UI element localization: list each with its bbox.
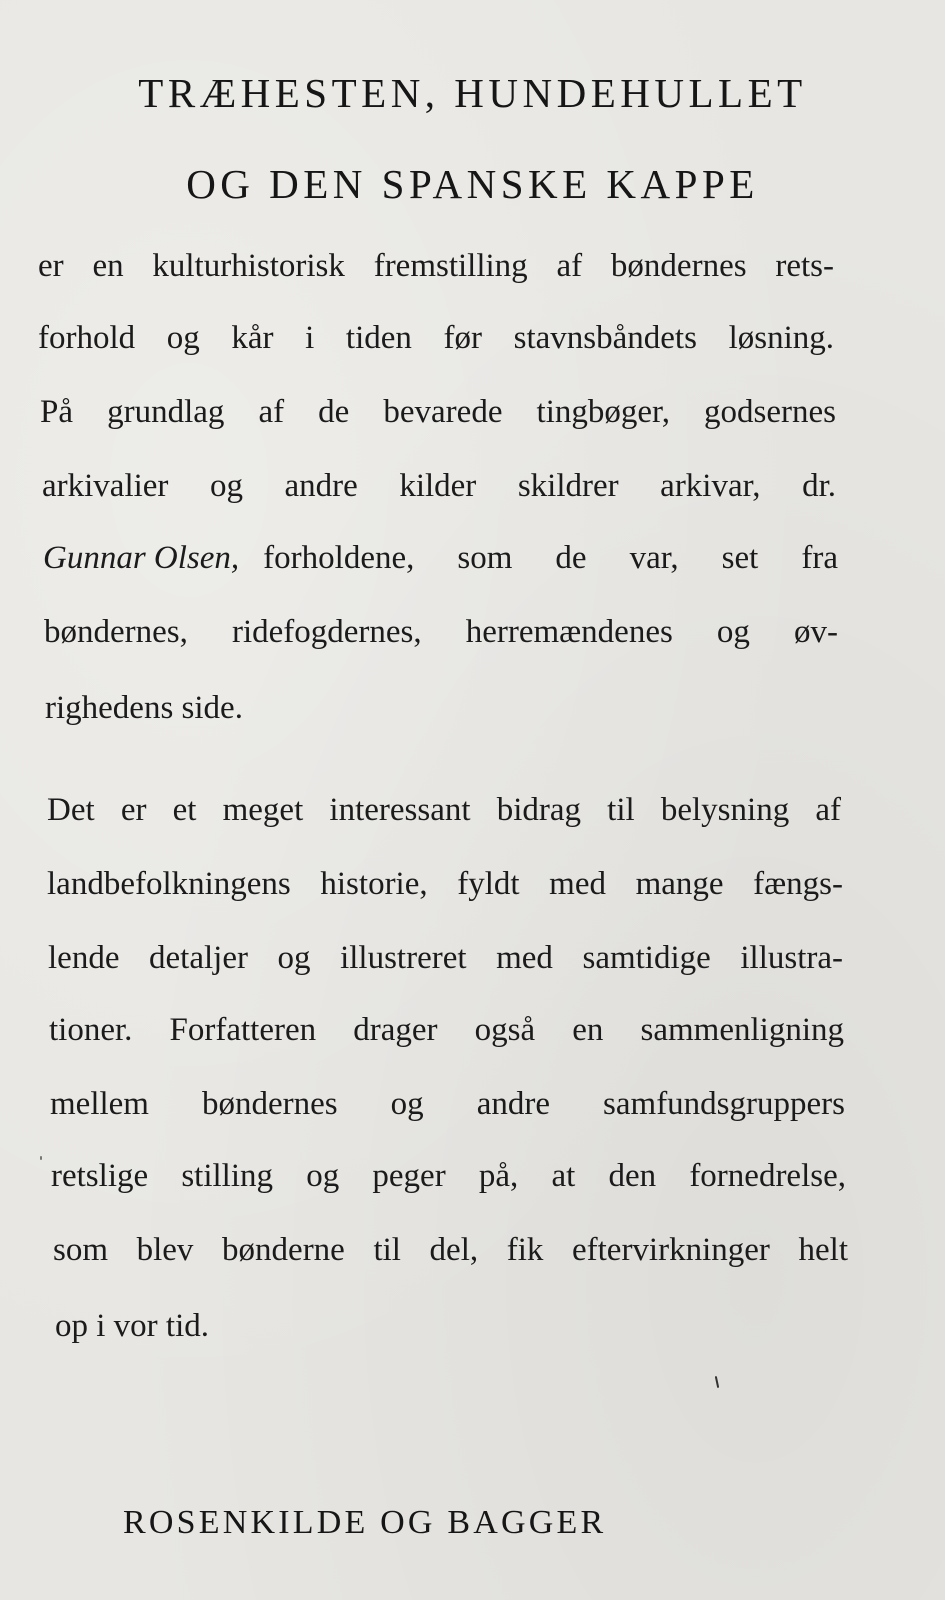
title-line-2: OG DEN SPANSKE KAPPE [186,161,759,208]
paragraph-2-line-6: retslige stilling og peger på, at den fornedrelse, [51,1158,846,1194]
paragraph-2-line-4: tioner. Forfatteren drager også en sammenligning [49,1012,844,1048]
paragraph-1-line-5-text: forholdene, som de var, set fra [263,540,838,576]
paragraph-1-line-5 [43,538,838,578]
author-name: Gunnar Olsen, [43,540,240,576]
publisher-name: ROSENKILDE OG BAGGER [123,1504,607,1541]
paragraph-1-line-4: arkivalier og andre kilder skildrer arkivar, dr. [42,468,836,504]
paragraph-2-line-1: Det er et meget interessant bidrag til belysning af [47,792,841,828]
paragraph-1-line-2: forhold og kår i tiden før stavnsbåndets løsning. [38,320,834,356]
title-line-1: TRÆHESTEN, HUNDEHULLET [138,70,807,117]
paragraph-1-line-1: er en kulturhistorisk fremstilling af bøndernes rets- [38,248,834,284]
paragraph-2-line-7: som blev bønderne til del, fik eftervirkninger helt [53,1232,848,1268]
paper-speck-small [40,1156,42,1160]
paper-speck [715,1376,719,1388]
paragraph-2-line-3: lende detaljer og illustreret med samtidige illustra- [48,940,843,976]
paragraph-1-line-7: righedens side. [45,690,243,726]
paragraph-1-line-6: bøndernes, ridefogdernes, herremændenes og øv- [44,614,838,650]
paragraph-2-line-2: landbefolkningens historie, fyldt med mange fængs- [47,866,843,902]
paragraph-2-line-8: op i vor tid. [55,1308,209,1344]
paragraph-2-line-5: mellem bøndernes og andre samfundsgruppers [50,1086,845,1122]
paragraph-1-line-3: På grundlag af de bevarede tingbøger, godsernes [40,394,836,430]
